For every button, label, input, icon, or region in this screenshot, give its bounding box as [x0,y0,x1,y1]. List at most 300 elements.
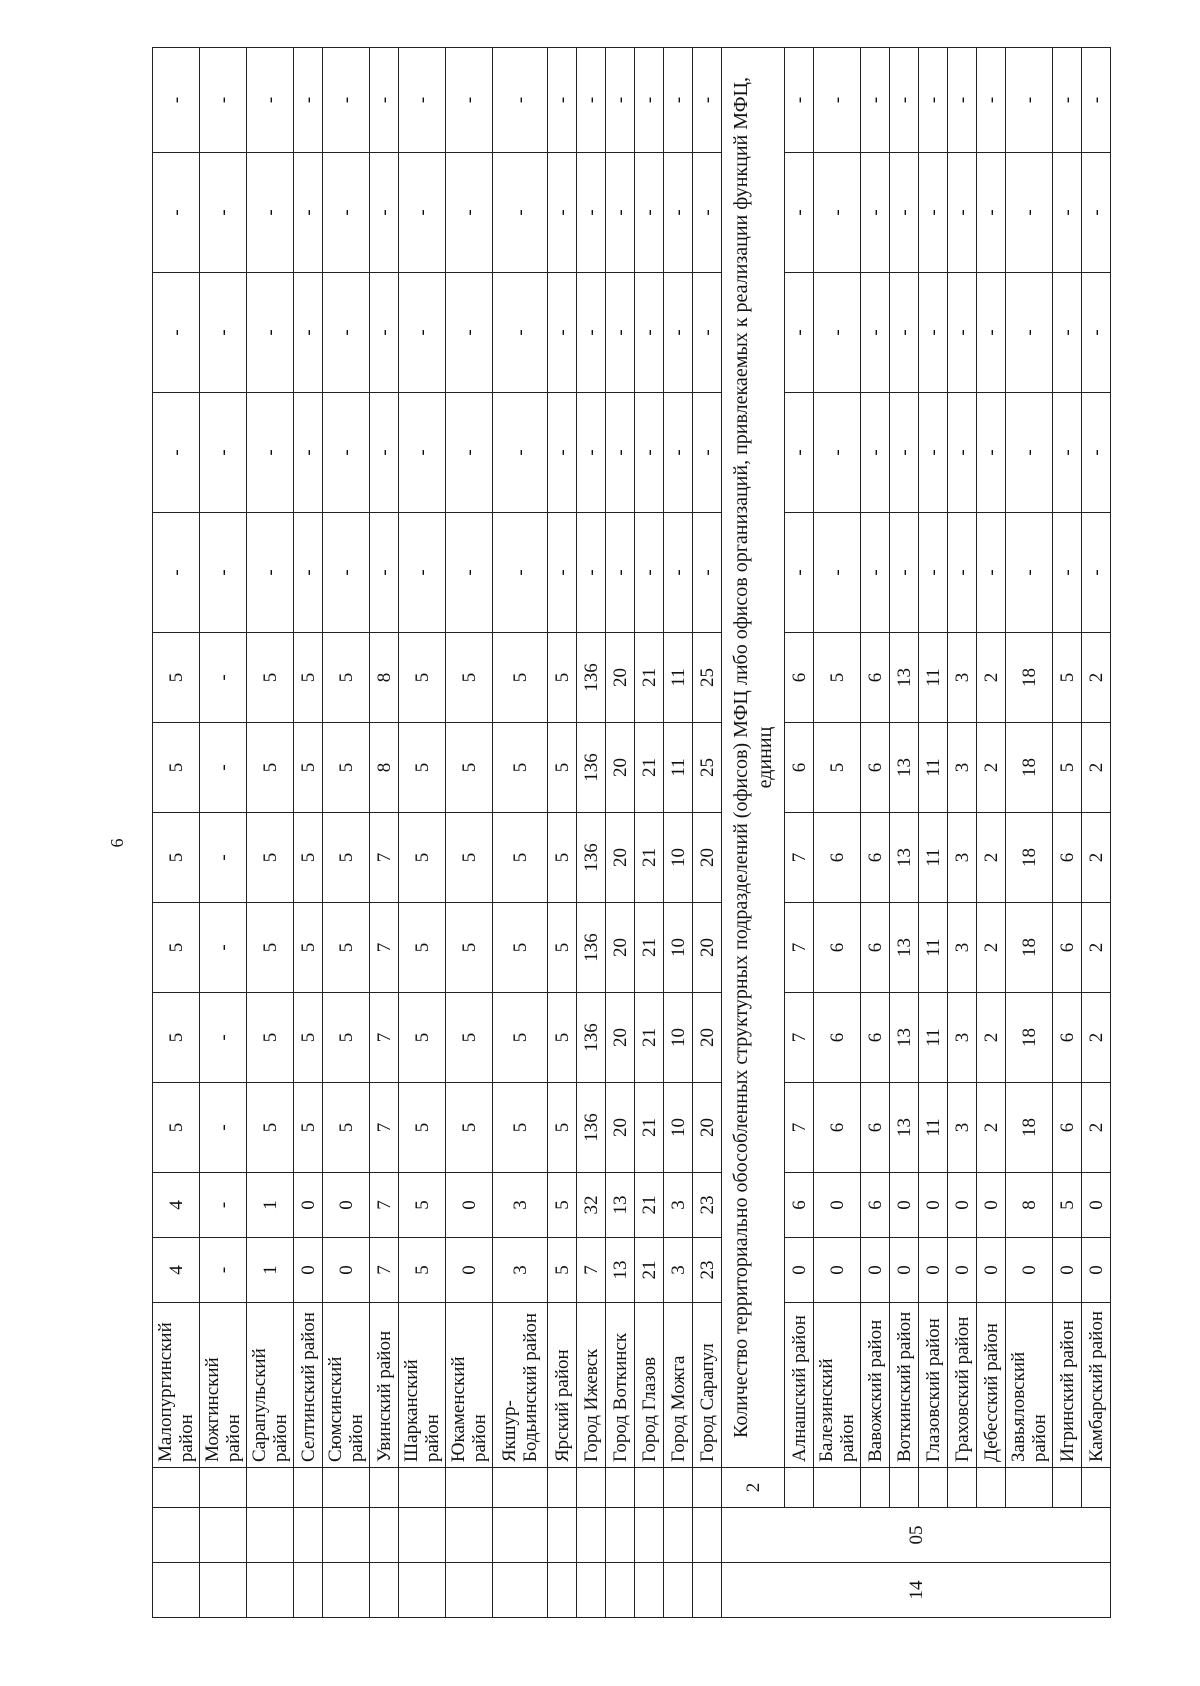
table-row [493,48,548,1618]
value-cell: 3 [948,813,977,903]
table-row [861,48,890,1618]
table-row [890,48,919,1618]
value-cell: - [861,153,890,273]
value-cell: - [399,513,446,633]
value-cell: 5 [399,723,446,813]
value-cell: 7 [785,903,814,993]
value-cell: 5 [446,903,493,993]
value-cell: - [785,273,814,393]
value-cell: 10 [664,1083,693,1173]
value-cell: 3 [664,1238,693,1303]
value-cell: - [370,153,399,273]
value-cell: 5 [323,993,370,1083]
value-cell: 136 [577,723,606,813]
table-row [153,48,200,1618]
section-code-b: 05 [722,1508,1111,1563]
value-cell: - [446,48,493,153]
value-cell: 25 [693,723,722,813]
blank-cell [446,1468,493,1508]
blank-cell [693,1508,722,1563]
value-cell: 11 [919,633,948,723]
value-cell: - [446,273,493,393]
value-cell: - [861,393,890,513]
value-cell: - [577,393,606,513]
blank-cell [493,1468,548,1508]
value-cell: 0 [919,1238,948,1303]
value-cell: 0 [1082,1238,1111,1303]
table-row [577,48,606,1618]
value-cell: 3 [948,723,977,813]
value-cell: - [493,393,548,513]
value-cell: 5 [814,723,861,813]
value-cell: - [606,153,635,273]
territory-name: Камбарский район [1082,1303,1111,1468]
value-cell: 5 [493,633,548,723]
value-cell: 7 [370,903,399,993]
blank-cell [693,1468,722,1508]
value-cell: - [919,513,948,633]
value-cell: 21 [635,993,664,1083]
value-cell: 0 [890,1173,919,1238]
value-cell: 13 [606,1173,635,1238]
table-row [977,48,1006,1618]
value-cell: 7 [370,1083,399,1173]
value-cell: - [1082,153,1111,273]
value-cell: 5 [323,633,370,723]
value-cell: - [977,273,1006,393]
value-cell: 18 [1006,1083,1053,1173]
value-cell: - [948,393,977,513]
table-container [152,48,1111,1618]
table-row [370,48,399,1618]
value-cell: - [446,393,493,513]
value-cell: - [323,393,370,513]
value-cell: 8 [370,723,399,813]
blank-cell [635,1468,664,1508]
value-cell: 20 [693,993,722,1083]
value-cell: - [1082,273,1111,393]
value-cell: - [200,273,247,393]
value-cell: - [446,153,493,273]
value-cell: - [1053,513,1082,633]
table-row [1082,48,1111,1618]
value-cell: 136 [577,1083,606,1173]
value-cell: 5 [399,1083,446,1173]
value-cell: 5 [294,1083,323,1173]
value-cell: - [200,393,247,513]
territory-name: Игринский район [1053,1303,1082,1468]
value-cell: 21 [635,813,664,903]
value-cell: - [1053,273,1082,393]
value-cell: 32 [577,1173,606,1238]
value-cell: - [548,273,577,393]
value-cell: - [247,513,294,633]
value-cell: - [814,393,861,513]
value-cell: - [1082,513,1111,633]
value-cell: 21 [635,1083,664,1173]
value-cell: - [1053,48,1082,153]
value-cell: - [247,48,294,153]
value-cell: 8 [370,633,399,723]
value-cell: 23 [693,1173,722,1238]
value-cell: 136 [577,993,606,1083]
value-cell: - [890,48,919,153]
value-cell: 136 [577,903,606,993]
table-row [548,48,577,1618]
value-cell: 5 [399,1173,446,1238]
value-cell: 13 [890,993,919,1083]
value-cell: - [635,273,664,393]
value-cell: 5 [399,633,446,723]
blank-cell [153,1563,200,1618]
value-cell: - [919,153,948,273]
value-cell: - [948,513,977,633]
section-code-a: 14 [722,1563,1111,1618]
value-cell: - [664,513,693,633]
territory-name: Ярский район [548,1303,577,1468]
value-cell: 20 [606,1083,635,1173]
blank-cell [370,1468,399,1508]
blank-cell [446,1563,493,1618]
value-cell: - [399,393,446,513]
value-cell: 21 [635,723,664,813]
blank-cell [577,1468,606,1508]
value-cell: 2 [977,993,1006,1083]
territory-name: Шарканский район [399,1303,446,1468]
value-cell: 5 [548,1238,577,1303]
value-cell: 6 [861,633,890,723]
section-code-c: 2 [722,1468,785,1508]
territory-name: Город Сарапул [693,1303,722,1468]
value-cell: 2 [1082,1083,1111,1173]
value-cell: - [1006,513,1053,633]
value-cell: 0 [785,1238,814,1303]
territory-name: Воткинский район [890,1303,919,1468]
value-cell: 18 [1006,903,1053,993]
value-cell: - [446,513,493,633]
value-cell: - [861,513,890,633]
value-cell: 10 [664,993,693,1083]
value-cell: 3 [493,1173,548,1238]
value-cell: 13 [890,903,919,993]
value-cell: 5 [548,813,577,903]
section-header-row [722,48,785,1618]
value-cell: 6 [861,1173,890,1238]
blank-cell [294,1563,323,1618]
value-cell: 0 [323,1173,370,1238]
value-cell: - [785,153,814,273]
value-cell: - [548,513,577,633]
value-cell: 13 [606,1238,635,1303]
value-cell: 5 [323,813,370,903]
value-cell: - [664,153,693,273]
value-cell: - [948,153,977,273]
value-cell: - [635,153,664,273]
territory-name: Сюмсинский район [323,1303,370,1468]
value-cell: 7 [370,813,399,903]
value-cell: 136 [577,633,606,723]
blank-cell [664,1563,693,1618]
value-cell: 11 [919,723,948,813]
value-cell: - [247,153,294,273]
table-row [446,48,493,1618]
blank-cell [635,1508,664,1563]
value-cell: 7 [577,1238,606,1303]
value-cell: - [493,48,548,153]
value-cell: 6 [861,993,890,1083]
value-cell: 6 [814,1083,861,1173]
value-cell: 5 [294,903,323,993]
table-row [294,48,323,1618]
value-cell: 6 [785,633,814,723]
blank-cell [200,1508,247,1563]
blank-cell [814,1468,861,1508]
blank-cell [664,1508,693,1563]
value-cell: 21 [635,1173,664,1238]
blank-cell [664,1468,693,1508]
value-cell: - [814,48,861,153]
value-cell: 11 [664,633,693,723]
value-cell: 5 [548,633,577,723]
territory-name: Селтинский район [294,1303,323,1468]
value-cell: 1 [247,1238,294,1303]
value-cell: 6 [785,723,814,813]
value-cell: 5 [493,813,548,903]
value-cell: 7 [785,1083,814,1173]
value-cell: - [606,393,635,513]
territory-name: Город Ижевск [577,1303,606,1468]
value-cell: 2 [977,633,1006,723]
value-cell: 6 [861,903,890,993]
value-cell: 5 [446,993,493,1083]
value-cell: - [200,723,247,813]
value-cell: - [200,513,247,633]
value-cell: 21 [635,633,664,723]
value-cell: - [1006,273,1053,393]
blank-cell [294,1468,323,1508]
value-cell: - [200,153,247,273]
value-cell: - [247,273,294,393]
value-cell: 0 [890,1238,919,1303]
value-cell: 6 [861,1083,890,1173]
value-cell: - [200,633,247,723]
value-cell: 5 [294,723,323,813]
value-cell: - [693,48,722,153]
table-row [948,48,977,1618]
value-cell: 5 [323,1083,370,1173]
value-cell: - [693,153,722,273]
value-cell: - [294,513,323,633]
territory-name: Город Глазов [635,1303,664,1468]
value-cell: - [399,153,446,273]
value-cell: - [1006,48,1053,153]
value-cell: 5 [323,903,370,993]
blank-cell [785,1468,814,1508]
value-cell: 20 [606,723,635,813]
value-cell: 18 [1006,993,1053,1083]
value-cell: - [399,48,446,153]
blank-cell [577,1563,606,1618]
value-cell: 20 [693,903,722,993]
territory-name: Увинский район [370,1303,399,1468]
value-cell: - [919,273,948,393]
value-cell: 5 [247,1083,294,1173]
territory-name: Дебесский район [977,1303,1006,1468]
value-cell: - [977,393,1006,513]
value-cell: 5 [446,723,493,813]
value-cell: - [1006,393,1053,513]
value-cell: 5 [814,633,861,723]
value-cell: - [200,903,247,993]
territory-name: Малопургинский район [153,1303,200,1468]
value-cell: 25 [693,633,722,723]
blank-cell [861,1468,890,1508]
value-cell: - [1053,153,1082,273]
table-row [323,48,370,1618]
blank-cell [399,1563,446,1618]
value-cell: 5 [1053,633,1082,723]
blank-cell [635,1563,664,1618]
value-cell: 0 [323,1238,370,1303]
value-cell: 5 [548,1083,577,1173]
value-cell: - [323,48,370,153]
value-cell: 0 [446,1238,493,1303]
value-cell: - [919,393,948,513]
territory-name: Алнашский район [785,1303,814,1468]
value-cell: 2 [1082,723,1111,813]
value-cell: - [153,273,200,393]
territory-name: Балезинский район [814,1303,861,1468]
value-cell: 3 [948,993,977,1083]
value-cell: 11 [919,993,948,1083]
value-cell: - [153,48,200,153]
value-cell: - [948,48,977,153]
value-cell: 13 [890,633,919,723]
value-cell: - [200,1173,247,1238]
value-cell: - [919,48,948,153]
value-cell: 0 [1053,1238,1082,1303]
value-cell: 2 [977,723,1006,813]
value-cell: 0 [814,1238,861,1303]
blank-cell [247,1508,294,1563]
value-cell: - [785,48,814,153]
value-cell: - [370,513,399,633]
value-cell: 18 [1006,723,1053,813]
value-cell: 2 [977,1083,1006,1173]
value-cell: - [890,393,919,513]
value-cell: - [200,1083,247,1173]
value-cell: 5 [399,903,446,993]
value-cell: 5 [247,633,294,723]
statistics-table [152,47,1111,1618]
value-cell: 5 [153,993,200,1083]
blank-cell [370,1508,399,1563]
value-cell: 5 [153,723,200,813]
blank-cell [919,1468,948,1508]
blank-cell [247,1563,294,1618]
blank-cell [606,1563,635,1618]
value-cell: - [153,393,200,513]
blank-cell [977,1468,1006,1508]
value-cell: 20 [606,993,635,1083]
value-cell: 18 [1006,813,1053,903]
value-cell: 5 [548,993,577,1083]
value-cell: - [606,513,635,633]
value-cell: - [977,48,1006,153]
value-cell: - [323,273,370,393]
value-cell: 11 [664,723,693,813]
value-cell: 5 [247,993,294,1083]
value-cell: 13 [890,1083,919,1173]
table-row [785,48,814,1618]
value-cell: - [664,393,693,513]
blank-cell [200,1468,247,1508]
value-cell: - [890,153,919,273]
value-cell: - [294,273,323,393]
value-cell: 0 [1082,1173,1111,1238]
value-cell: - [247,393,294,513]
value-cell: 0 [294,1238,323,1303]
value-cell: - [493,513,548,633]
value-cell: 6 [1053,903,1082,993]
value-cell: 2 [977,903,1006,993]
page-number: 6 [107,838,127,848]
value-cell: 0 [814,1173,861,1238]
value-cell: 5 [493,1083,548,1173]
value-cell: 7 [370,993,399,1083]
territory-name: Можгинский район [200,1303,247,1468]
value-cell: 20 [606,903,635,993]
table-row [635,48,664,1618]
value-cell: 5 [399,813,446,903]
value-cell: - [785,513,814,633]
blank-cell [493,1508,548,1563]
table-body-top [153,48,722,1618]
value-cell: 5 [446,1083,493,1173]
blank-cell [399,1468,446,1508]
blank-cell [693,1563,722,1618]
value-cell: 6 [1053,813,1082,903]
blank-cell [606,1508,635,1563]
value-cell: 0 [919,1173,948,1238]
value-cell: - [1082,393,1111,513]
value-cell: 0 [948,1173,977,1238]
value-cell: 0 [1006,1238,1053,1303]
value-cell: 5 [247,723,294,813]
value-cell: 0 [861,1238,890,1303]
blank-cell [548,1563,577,1618]
value-cell: 5 [153,633,200,723]
territory-name: Граховский район [948,1303,977,1468]
value-cell: 5 [247,903,294,993]
value-cell: 7 [785,993,814,1083]
value-cell: 4 [153,1173,200,1238]
value-cell: 5 [548,1173,577,1238]
value-cell: 2 [1082,903,1111,993]
value-cell: 0 [977,1238,1006,1303]
value-cell: 5 [493,903,548,993]
value-cell: - [977,513,1006,633]
territory-name: Глазовский район [919,1303,948,1468]
value-cell: 18 [1006,633,1053,723]
value-cell: - [635,393,664,513]
blank-cell [577,1508,606,1563]
value-cell: 5 [153,1083,200,1173]
value-cell: 3 [664,1173,693,1238]
blank-cell [606,1468,635,1508]
value-cell: - [294,153,323,273]
blank-cell [294,1508,323,1563]
